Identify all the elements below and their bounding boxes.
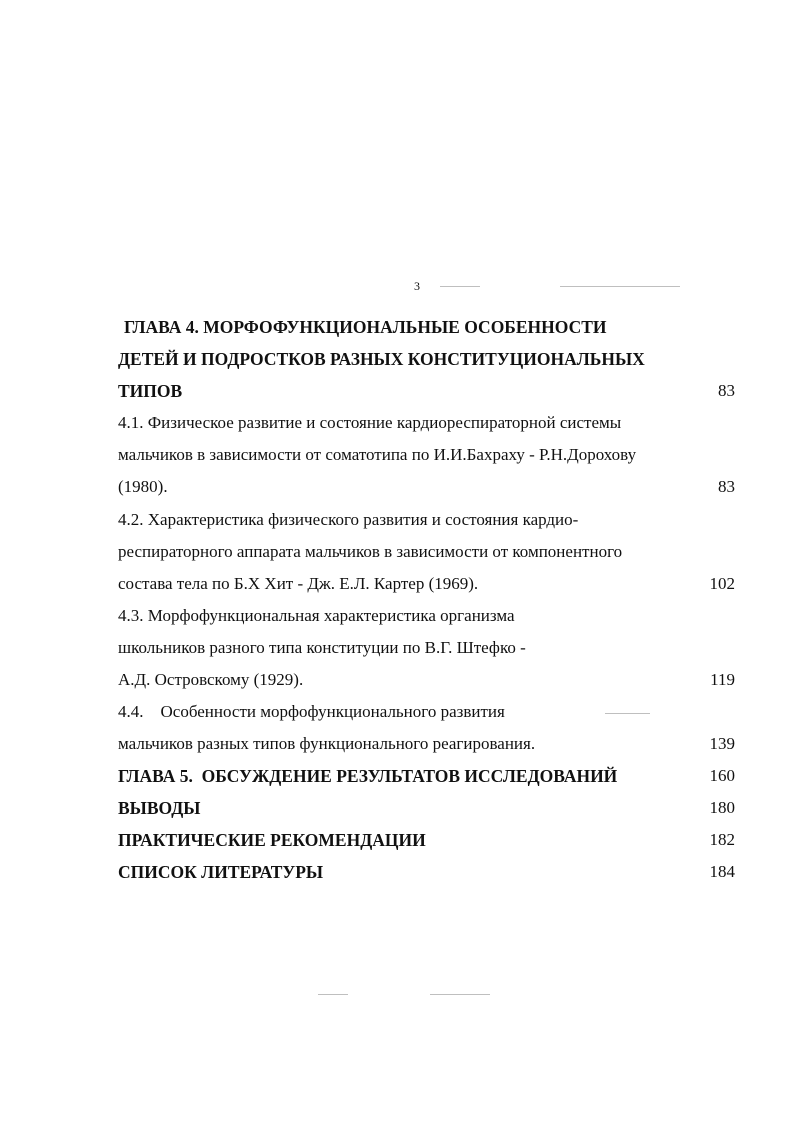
toc-recommendations-page: 182	[709, 830, 735, 849]
page-number: 3	[414, 279, 420, 293]
toc-section-4-1-line1: 4.1. Физическое развитие и состояние кардиореспираторной системы	[118, 413, 622, 432]
toc-section-4-2-line2: респираторного аппарата мальчиков в зависимости от компонентного	[118, 542, 623, 561]
scan-speck	[440, 286, 480, 287]
toc-section-4-1-line3: (1980).	[118, 477, 168, 496]
toc-section-4-2-line1: 4.2. Характеристика физического развития и состояния кардио-	[118, 510, 579, 529]
scan-speck	[430, 994, 490, 995]
toc-conclusions-page: 180	[709, 798, 735, 817]
toc-references: СПИСОК ЛИТЕРАТУРЫ	[118, 862, 324, 882]
toc-section-4-3-line1: 4.3. Морфофункциональная характеристика организма	[118, 606, 515, 625]
toc-chapter4-page: 83	[718, 381, 735, 400]
scan-speck	[605, 713, 650, 714]
toc-section-4-1-line2: мальчиков в зависимости от соматотипа по И.И.Бахраху - Р.Н.Дорохову	[118, 445, 637, 464]
toc-section-4-4-page: 139	[709, 734, 735, 753]
toc-references-page: 184	[709, 862, 735, 881]
toc-section-4-3-page: 119	[710, 670, 735, 689]
toc-conclusions: ВЫВОДЫ	[118, 798, 201, 818]
scan-speck	[318, 994, 348, 995]
toc-chapter4-line1: ГЛАВА 4. МОРФОФУНКЦИОНАЛЬНЫЕ ОСОБЕННОСТИ	[124, 317, 607, 337]
toc-section-4-3-line3: А.Д. Островскому (1929).	[118, 670, 304, 689]
toc-recommendations: ПРАКТИЧЕСКИЕ РЕКОМЕНДАЦИИ	[118, 830, 426, 850]
toc-section-4-4-line1: 4.4. Особенности морфофункционального развития	[118, 702, 505, 721]
toc-chapter5-page: 160	[709, 766, 735, 785]
toc-section-4-2-line3: состава тела по Б.Х Хит - Дж. Е.Л. Картер (1969).	[118, 574, 479, 593]
toc-chapter5: ГЛАВА 5. ОБСУЖДЕНИЕ РЕЗУЛЬТАТОВ ИССЛЕДОВАНИЙ	[118, 766, 618, 786]
scan-speck	[560, 286, 680, 287]
toc-section-4-4-line2: мальчиков разных типов функционального реагирования.	[118, 734, 536, 753]
toc-section-4-3-line2: школьников разного типа конституции по В.Г. Штефко -	[118, 638, 526, 657]
toc-chapter4-line2: ДЕТЕЙ И ПОДРОСТКОВ РАЗНЫХ КОНСТИТУЦИОНАЛЬНЫХ	[118, 349, 645, 369]
toc-chapter4-line3: ТИПОВ	[118, 381, 183, 401]
toc-section-4-2-page: 102	[709, 574, 735, 593]
toc-section-4-1-page: 83	[718, 477, 735, 496]
